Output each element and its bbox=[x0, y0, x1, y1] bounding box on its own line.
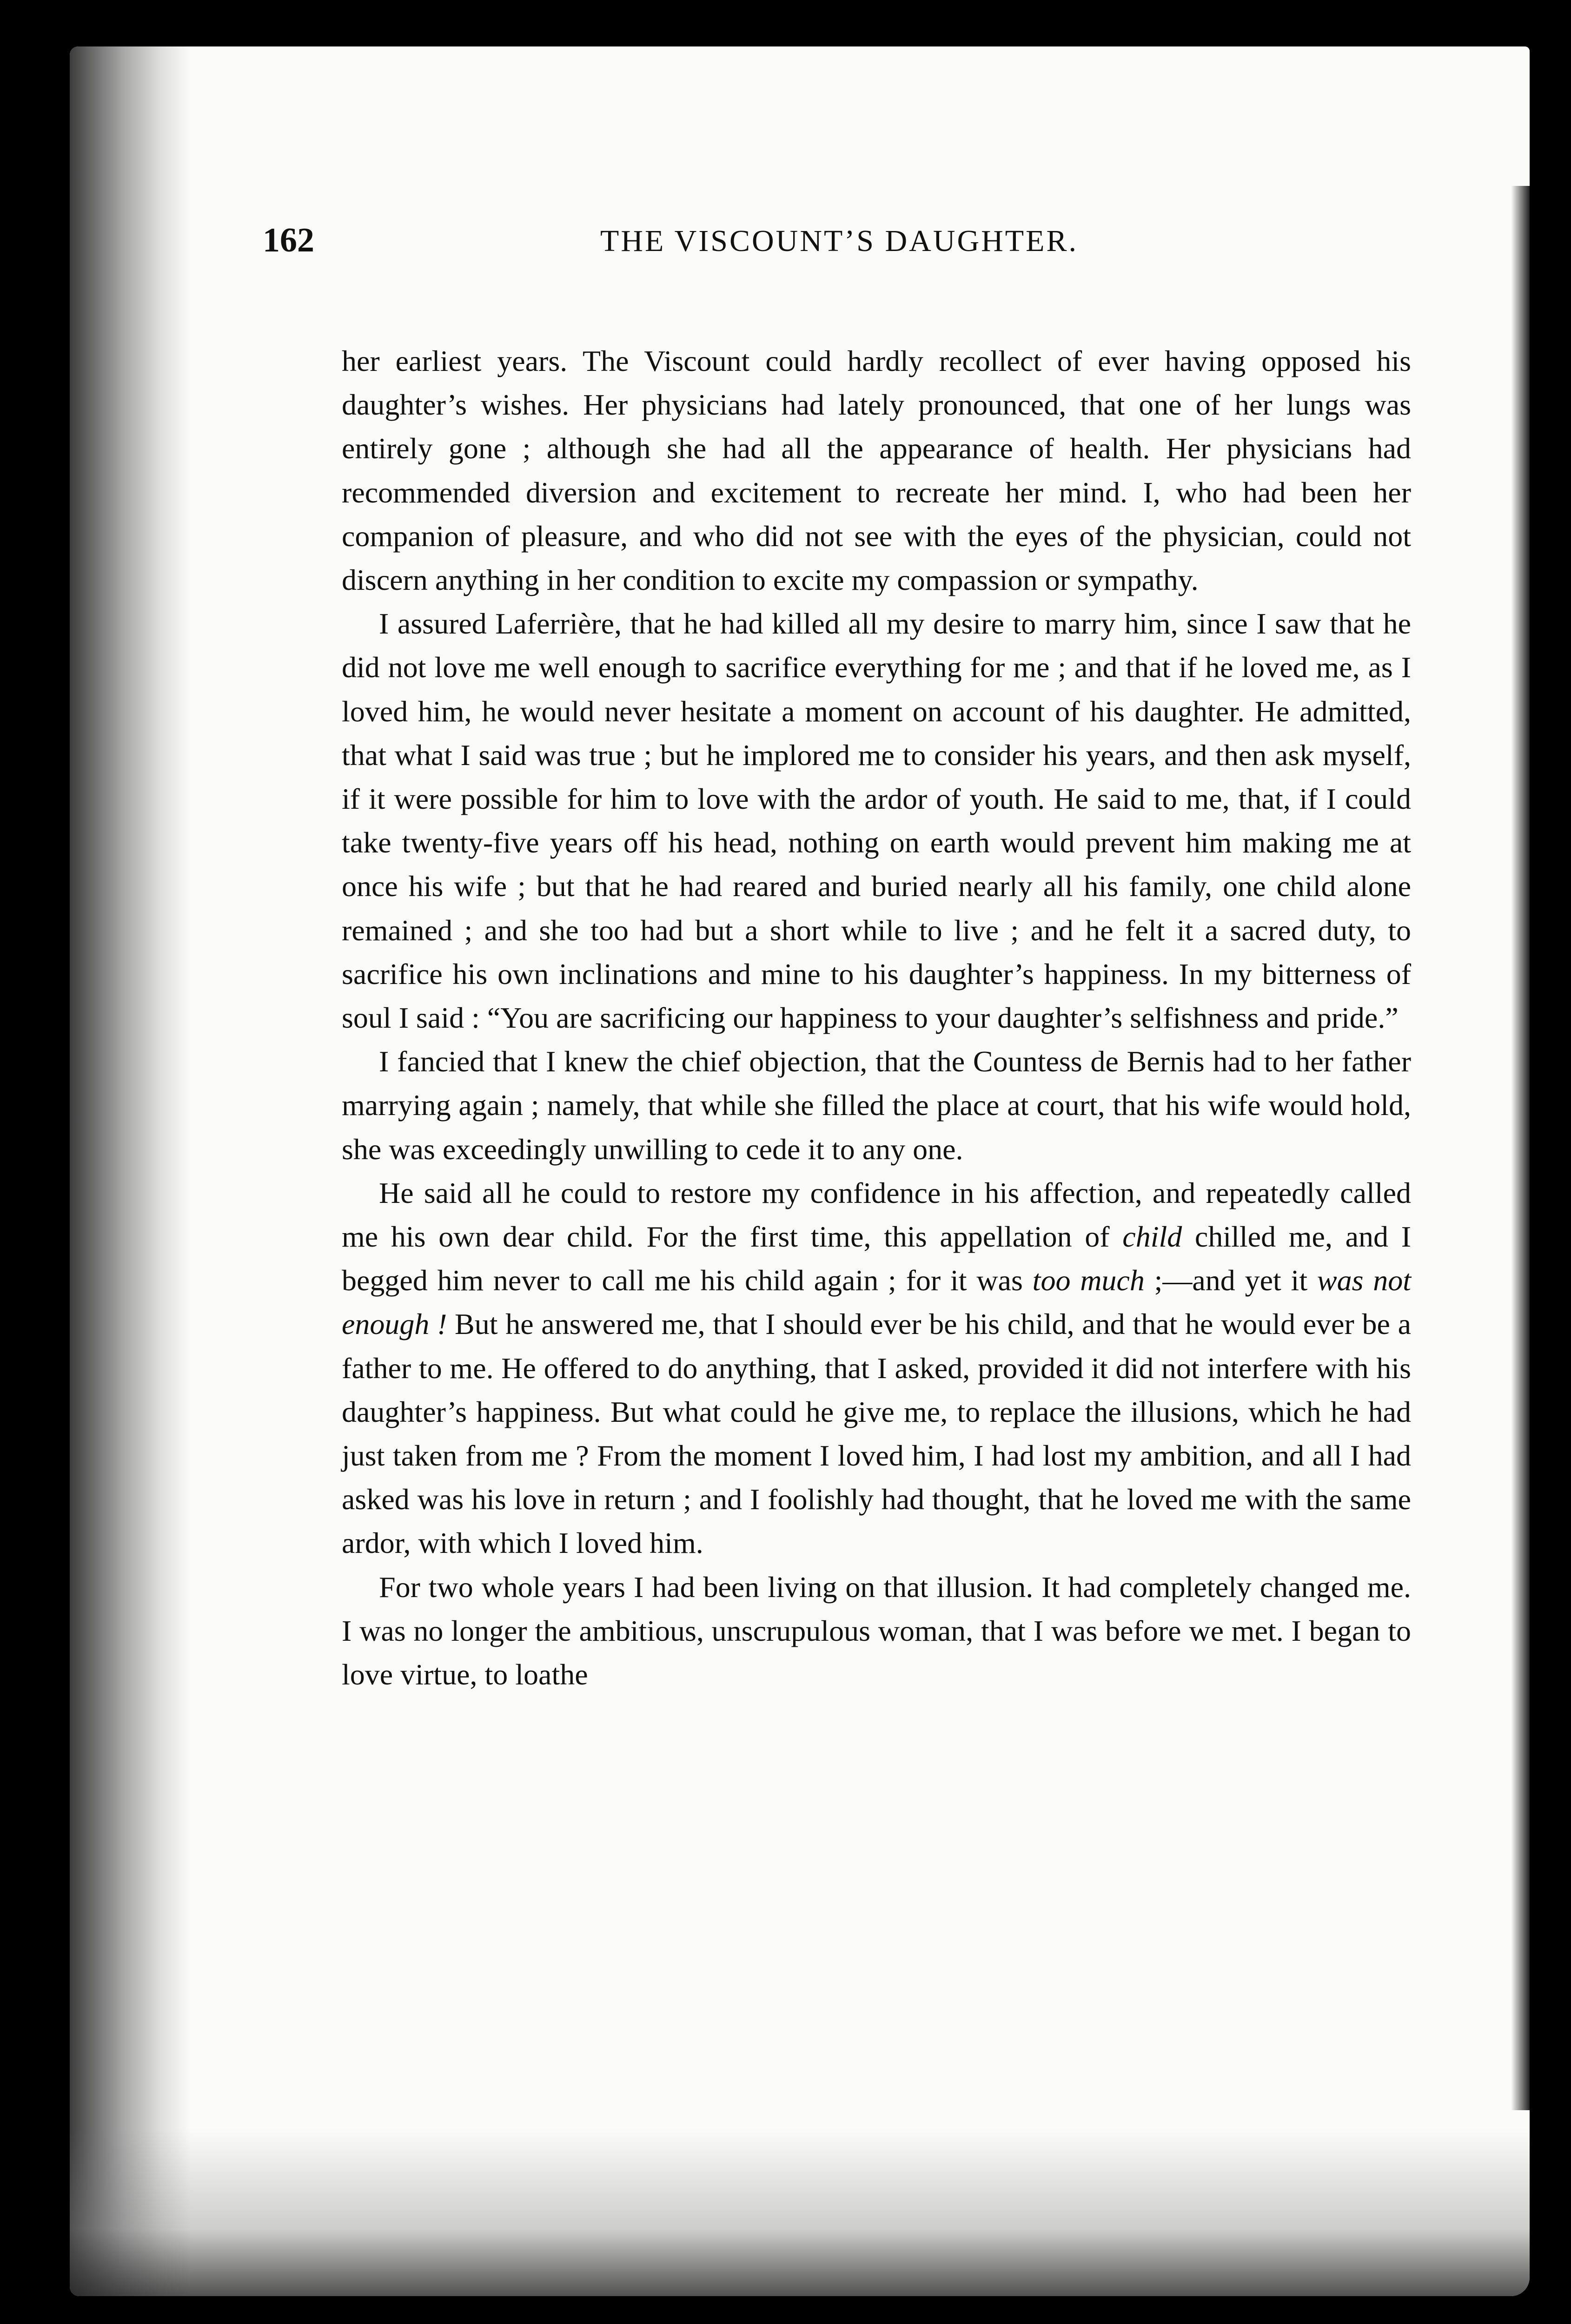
paragraph-4-italic-child: child bbox=[1122, 1220, 1182, 1254]
page-edge-shadow bbox=[1511, 186, 1530, 2110]
paragraph-4-text-c: chilled me, and I begged him never to call me his child again ; for it was bbox=[342, 1220, 1412, 1297]
page-bottom-smudge bbox=[70, 2129, 1530, 2296]
paragraph-4-text-e: ;—and yet it bbox=[1144, 1264, 1317, 1297]
paragraph-4-text-g: But he answered me, that I should ever be his child, and that he would ever be a father to me. He offered to do anything, that I asked, provided it did not interfere with his daughter’s happiness. But what could he give me, to replace the illusions, which he had just taken from me ? From the moment I loved him, I had lost my ambition, and all I had asked was his love in return ; and I foolishly had thought, that he loved me with the same ardor, with which I loved him. bbox=[342, 1307, 1412, 1560]
paragraph-2: I assured Laferrière, that he had killed all my desire to marry him, since I saw that he did not love me well enough to sacrifice everything for me ; and that if he loved me, as I loved him, he would never hesitate a moment on account of his daughter. He admitted, that what I said was true ; but he implored me to consider his years, and then ask myself, if it were possible for him to love with the ardor of youth. He said to me, that, if I could take twenty-five years off his head, nothing on earth would prevent him making me at once his wife ; but that he had reared and buried nearly all his family, one child alone remained ; and she too had but a short while to live ; and he felt it a sacred duty, to sacrifice his own inclinations and mine to his daughter’s happiness. In my bitterness of soul I said : “You are sacrificing our happiness to your daughter’s selfishness and pride.” bbox=[342, 607, 1411, 1035]
running-head: THE VISCOUNT’S DAUGHTER. bbox=[600, 224, 1078, 258]
body-text bbox=[342, 339, 1411, 1697]
paragraph-4-italic-not-enough: was not enough ! bbox=[342, 1264, 1412, 1341]
paragraph-5: For two whole years I had been living on that illusion. It had completely changed me. I was no longer the ambitious, unscrupulous woman, that I was before we met. I began to love virtue, to loathe bbox=[342, 1570, 1411, 1691]
page-header bbox=[263, 221, 1416, 272]
paragraph-1: her earliest years. The Viscount could hardly recollect of ever having opposed his daughter’s wishes. Her physicians had lately pronounced, that one of her lungs was entirely gone ; although she had all the appearance of health. Her physicians had recommended diversion and excitement to recreate her mind. I, who had been her companion of pleasure, and who did not see with the eyes of the physician, could not discern anything in her condition to excite my compassion or sympathy. bbox=[342, 344, 1411, 597]
paragraph-3: I fancied that I knew the chief objection, that the Countess de Bernis had to her father marrying again ; namely, that while she filled the place at court, that his wife would hold, she was exceedingly unwilling to cede it to any one. bbox=[342, 1045, 1411, 1166]
page-binding-shadow bbox=[70, 46, 191, 2296]
paragraph-4-text-a: He said all he could to restore my confidence in his affection, and repeatedly called me his own dear child. For the first time, this appellation of bbox=[342, 1176, 1411, 1254]
paragraph-4-italic-too-much: too much bbox=[1032, 1264, 1145, 1297]
paragraph-4 bbox=[342, 1171, 1411, 1565]
page-number: 162 bbox=[263, 221, 314, 259]
